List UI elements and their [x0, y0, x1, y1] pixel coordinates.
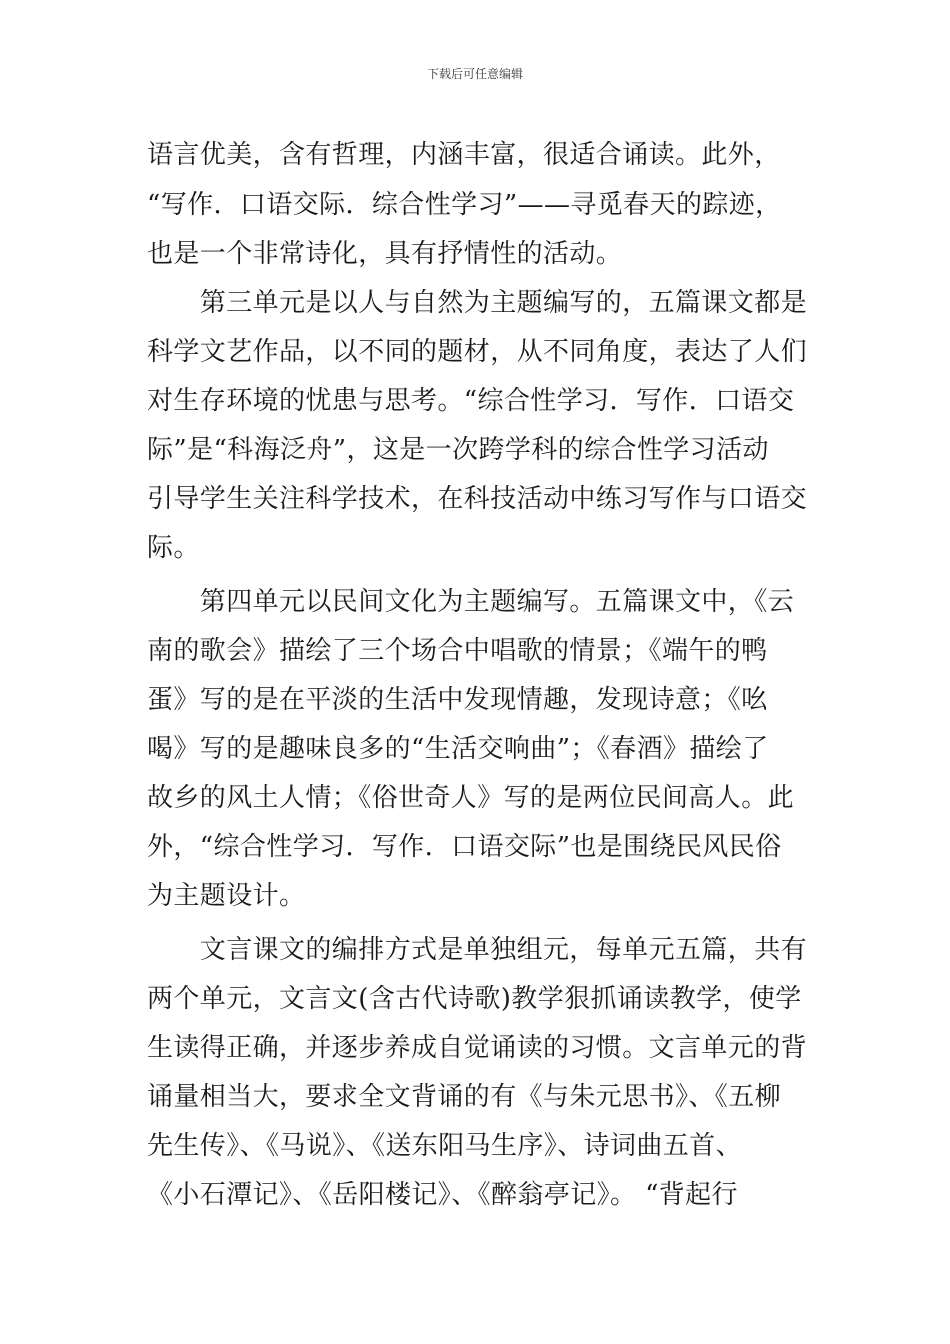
text-line: 引导学生关注科学技术，在科技活动中练习写作与口语交: [147, 484, 808, 514]
text-line: 两个单元，文言文(含古代诗歌)教学狠抓诵读教学，使学: [147, 984, 802, 1014]
text-line: 际。: [147, 533, 200, 563]
text-line: 《小石潭记》、《岳阳楼记》、《醉翁亭记》。 “背起行: [147, 1180, 738, 1210]
text-line: 喝》写的是趣味良多的“生活交响曲”；《春酒》描绘了: [147, 734, 769, 764]
text-line: 蛋》写的是在平淡的生活中发现情趣，发现诗意；《吆: [147, 685, 768, 715]
text-line: 也是一个非常诗化，具有抒情性的活动。: [147, 239, 623, 269]
text-line: 对生存环境的忧患与思考。“综合性学习．写作．口语交: [147, 386, 795, 416]
page-header: 下载后可任意编辑: [426, 67, 523, 81]
text-line: 第三单元是以人与自然为主题编写的，五篇课文都是: [147, 288, 808, 318]
text-line: 科学文艺作品，以不同的题材，从不同角度，表达了人们: [147, 337, 808, 367]
text-line: 南的歌会》描绘了三个场合中唱歌的情景；《端午的鸭: [147, 636, 768, 666]
text-line: 第四单元以民间文化为主题编写。五篇课文中，《云: [147, 587, 795, 617]
text-line: 外，“综合性学习．写作．口语交际”也是围绕民风民俗: [147, 832, 782, 862]
text-line: 际”是“科海泛舟”，这是一次跨学科的综合性学习活动: [147, 435, 769, 465]
text-line: 为主题设计。: [147, 881, 306, 911]
text-line: 生读得正确，并逐步养成自觉诵读的习惯。文言单元的背: [147, 1033, 808, 1063]
text-line: 先生传》、《马说》、《送东阳马生序》、诗词曲五首、: [147, 1131, 743, 1161]
text-line: “写作．口语交际．综合性学习”——寻觅春天的踪迹，: [147, 190, 782, 220]
text-line: 语言优美，含有哲理，内涵丰富，很适合诵读。此外，: [147, 140, 781, 170]
text-line: 文言课文的编排方式是单独组元，每单元五篇，共有: [147, 935, 808, 965]
text-line: 诵量相当大，要求全文背诵的有《与朱元思书》、《五柳: [147, 1082, 782, 1112]
text-line: 故乡的风土人情；《俗世奇人》写的是两位民间高人。此: [147, 783, 795, 813]
